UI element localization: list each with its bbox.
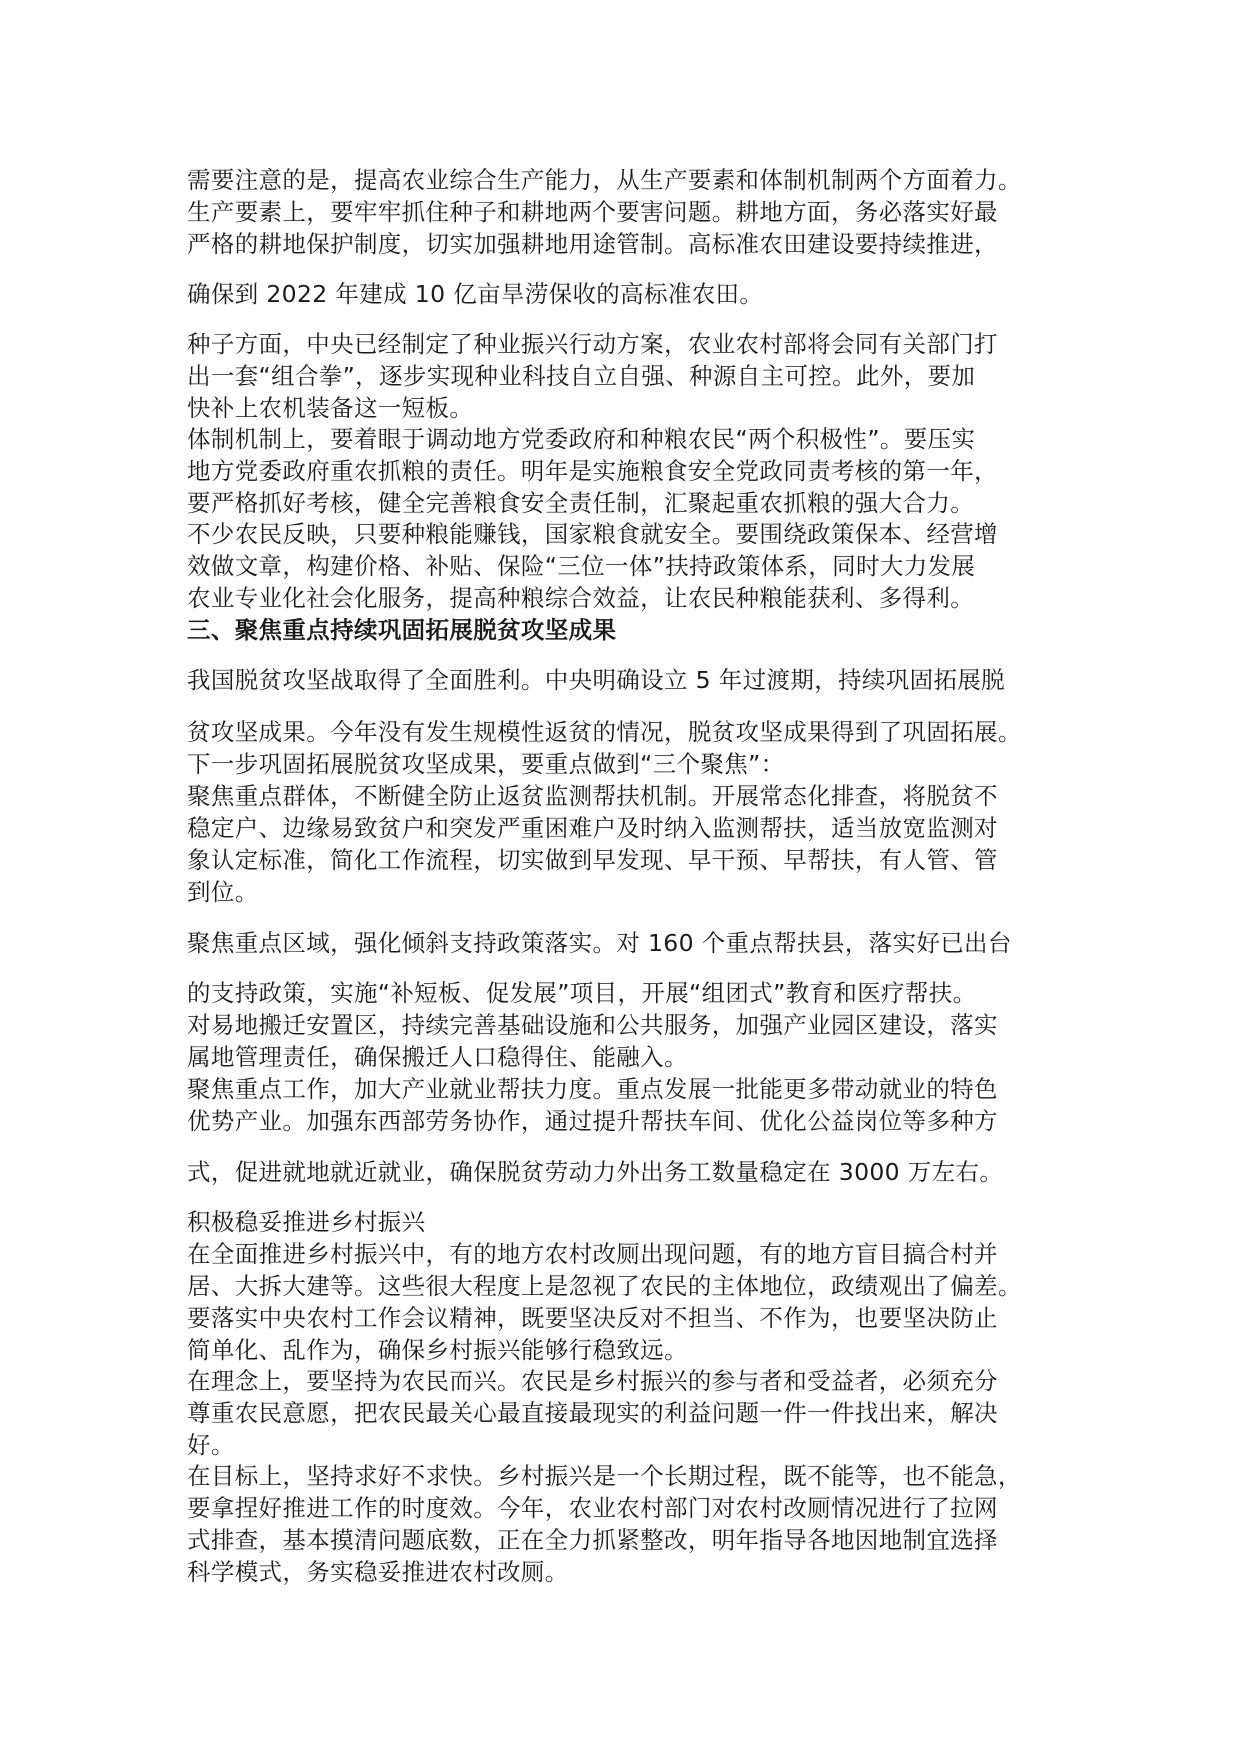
- text-line: 式排查，基本摸清问题底数，正在全力抓紧整改，明年指导各地因地制宜选择: [187, 1526, 998, 1554]
- text-line: 对易地搬迁安置区，持续完善基础设施和公共服务，加强产业园区建设，落实: [187, 1011, 998, 1039]
- text-line: 居、大拆大建等。这些很大程度上是忽视了农民的主体地位，政绩观出了偏差。: [187, 1272, 1022, 1300]
- text-line: 稳定户、边缘易致贫户和突发严重困难户及时纳入监测帮扶，适当放宽监测对: [187, 814, 998, 842]
- text-line: 贫攻坚成果。今年没有发生规模性返贫的情况，脱贫攻坚成果得到了巩固拓展。: [187, 718, 1022, 746]
- text-line: 农业专业化社会化服务，提高种粮综合效益，让农民种粮能获利、多得利。: [187, 584, 975, 612]
- text-line: 种子方面，中央已经制定了种业振兴行动方案，农业农村部将会同有关部门打: [187, 330, 998, 358]
- text-line: 不少农民反映，只要种粮能赚钱，国家粮食就安全。要围绕政策保本、经营增: [187, 520, 998, 548]
- text-line: 在全面推进乡村振兴中，有的地方农村改厕出现问题，有的地方盲目搞合村并: [187, 1240, 998, 1268]
- text-line: 地方党委政府重农抓粮的责任。明年是实施粮食安全党政同责考核的第一年，: [187, 457, 998, 485]
- text-line: 生产要素上，要牢牢抓住种子和耕地两个要害问题。耕地方面，务必落实好最: [187, 198, 998, 226]
- text-line: 严格的耕地保护制度，切实加强耕地用途管制。高标准农田建设要持续推进，: [187, 230, 998, 258]
- subheading-line: 积极稳妥推进乡村振兴: [187, 1208, 426, 1236]
- text-line: 体制机制上，要着眼于调动地方党委政府和种粮农民“两个积极性”。要压实: [187, 425, 976, 453]
- text-line: 确保到 2022 年建成 10 亿亩旱涝保收的高标准农田。: [187, 280, 764, 308]
- text-line: 象认定标准，简化工作流程，切实做到早发现、早干预、早帮扶，有人管、管: [187, 846, 998, 874]
- text-line: 式，促进就地就近就业，确保脱贫劳动力外出务工数量稳定在 3000 万左右。: [187, 1158, 1004, 1186]
- text-line: 在目标上，坚持求好不求快。乡村振兴是一个长期过程，既不能等，也不能急，: [187, 1462, 1022, 1490]
- text-line: 到位。: [187, 878, 259, 906]
- text-line: 要严格抓好考核，健全完善粮食安全责任制，汇聚起重农抓粮的强大合力。: [187, 489, 975, 517]
- text-line: 科学模式，务实稳妥推进农村改厕。: [187, 1558, 569, 1586]
- text-line: 效做文章，构建价格、补贴、保险“三位一体”扶持政策体系，同时大力发展: [187, 552, 976, 580]
- text-line: 属地管理责任，确保搬迁人口稳得住、能融入。: [187, 1043, 688, 1071]
- text-line: 的支持政策，实施“补短板、促发展”项目，开展“组团式”教育和医疗帮扶。: [187, 979, 977, 1007]
- text-line: 好。: [187, 1431, 235, 1459]
- text-line: 要落实中央农村工作会议精神，既要坚决反对不担当、不作为，也要坚决防止: [187, 1304, 998, 1332]
- text-line: 聚焦重点群体，不断健全防止返贫监测帮扶机制。开展常态化排查，将脱贫不: [187, 782, 998, 810]
- text-line: 快补上农机装备这一短板。: [187, 394, 474, 422]
- text-line: 简单化、乱作为，确保乡村振兴能够行稳致远。: [187, 1336, 688, 1364]
- text-line: 尊重农民意愿，把农民最关心最直接最现实的利益问题一件一件找出来，解决: [187, 1399, 998, 1427]
- text-line: 优势产业。加强东西部劳务协作，通过提升帮扶车间、优化公益岗位等多种方: [187, 1107, 998, 1135]
- text-line: 需要注意的是，提高农业综合生产能力，从生产要素和体制机制两个方面着力。: [187, 166, 1022, 194]
- section-heading: 三、聚焦重点持续巩固拓展脱贫攻坚成果: [187, 616, 617, 644]
- text-line: 在理念上，要坚持为农民而兴。农民是乡村振兴的参与者和受益者，必须充分: [187, 1367, 998, 1395]
- text-line: 要拿捏好推进工作的时度效。今年，农业农村部门对农村改厕情况进行了拉网: [187, 1494, 998, 1522]
- text-line: 下一步巩固拓展脱贫攻坚成果，要重点做到“三个聚焦”：: [187, 750, 785, 778]
- text-line: 我国脱贫攻坚战取得了全面胜利。中央明确设立 5 年过渡期，持续巩固拓展脱: [187, 666, 1005, 694]
- text-line: 出一套“组合拳”，逐步实现种业科技自立自强、种源自主可控。此外，要加: [187, 362, 976, 390]
- text-line: 聚焦重点工作，加大产业就业帮扶力度。重点发展一批能更多带动就业的特色: [187, 1075, 998, 1103]
- text-line: 聚焦重点区域，强化倾斜支持政策落实。对 160 个重点帮扶县，落实好已出台: [187, 929, 1012, 957]
